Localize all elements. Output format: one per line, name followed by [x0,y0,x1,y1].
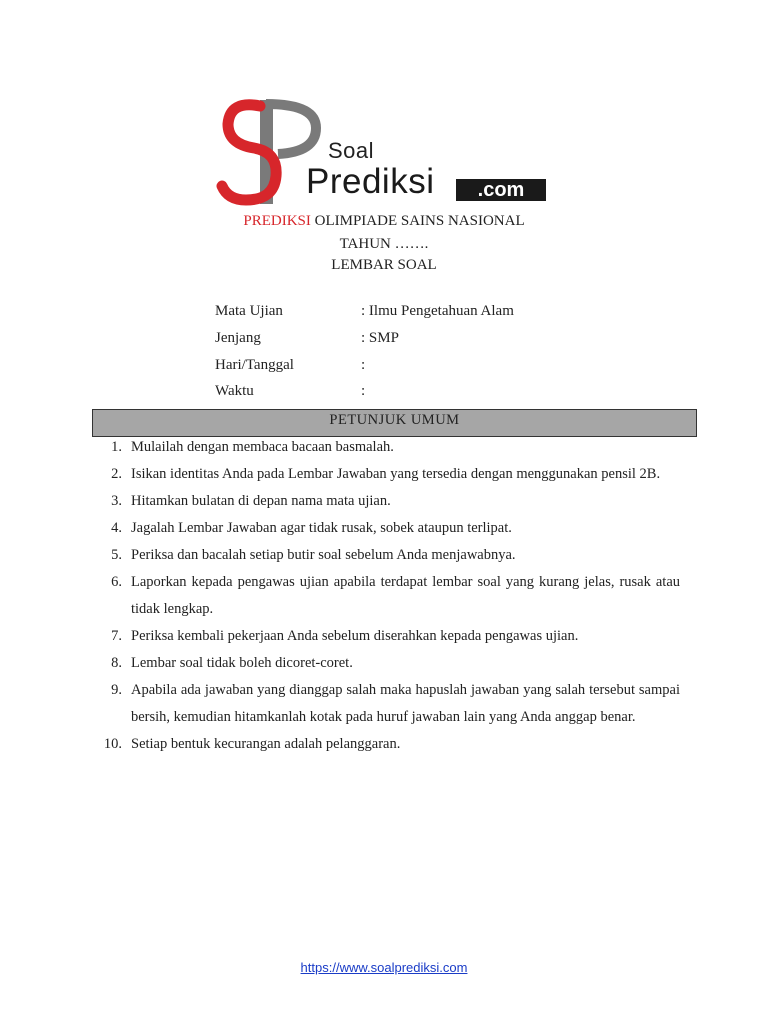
info-value: : [361,383,366,399]
list-item: 10. Setiap bentuk kecurangan adalah pelanggaran. [103,736,401,752]
info-label: Mata Ujian [215,303,283,319]
logo-suffix: .com [456,179,546,201]
instructions-list [92,434,680,758]
logo-word-soal: Soal [328,138,375,163]
page-footer [0,960,768,975]
exam-title-accent: PREDIKSI [243,213,311,229]
list-item: 8. Lembar soal tidak boleh dicoret-coret. [111,655,353,671]
info-label: Waktu [215,383,254,399]
general-instructions-header: PETUNJUK UMUM [92,409,697,437]
sheet-title: LEMBAR SOAL [331,257,437,273]
list-item: 3. Hitamkan bulatan di depan nama mata ujian. [111,493,391,509]
list-item: 7. Periksa kembali pekerjaan Anda sebelum diserahkan kepada pengawas ujian. [111,628,579,644]
list-item: 4. Jagalah Lembar Jawaban agar tidak rusak, sobek ataupun terlipat. [111,520,512,536]
exam-title-rest: OLIMPIADE SAINS NASIONAL [310,213,525,229]
logo-word-prediksi: Prediksi [306,162,435,201]
list-item: 2. Isikan identitas Anda pada Lembar Jawaban yang tersedia dengan menggunakan pensil 2B. [111,466,661,482]
list-item: 6. Laporkan kepada pengawas ujian apabila terdapat lembar soal yang kurang jelas, rusak atau tidak lengkap. [111,574,680,617]
list-item: 1. Mulailah dengan membaca bacaan basmalah. [111,439,394,455]
list-item: 5. Periksa dan bacalah setiap butir soal sebelum Anda menjawabnya. [111,547,516,563]
soalprediksi-logo [216,96,552,208]
info-value: : SMP [361,330,399,346]
info-value: : Ilmu Pengetahuan Alam [361,303,514,319]
info-value: : [361,357,366,373]
website-link[interactable]: https://www.soalprediksi.com [300,960,468,975]
info-label: Jenjang [215,330,261,346]
exam-title [0,213,768,230]
info-label: Hari/Tanggal [215,357,294,373]
exam-year: TAHUN ……. [339,236,429,252]
list-item: 9. Apabila ada jawaban yang dianggap salah maka hapuslah jawaban yang salah tersebut sampai bersih, kemudian hitamkanlah kotak pada huruf jawaban lain yang Anda anggap benar. [111,682,680,725]
